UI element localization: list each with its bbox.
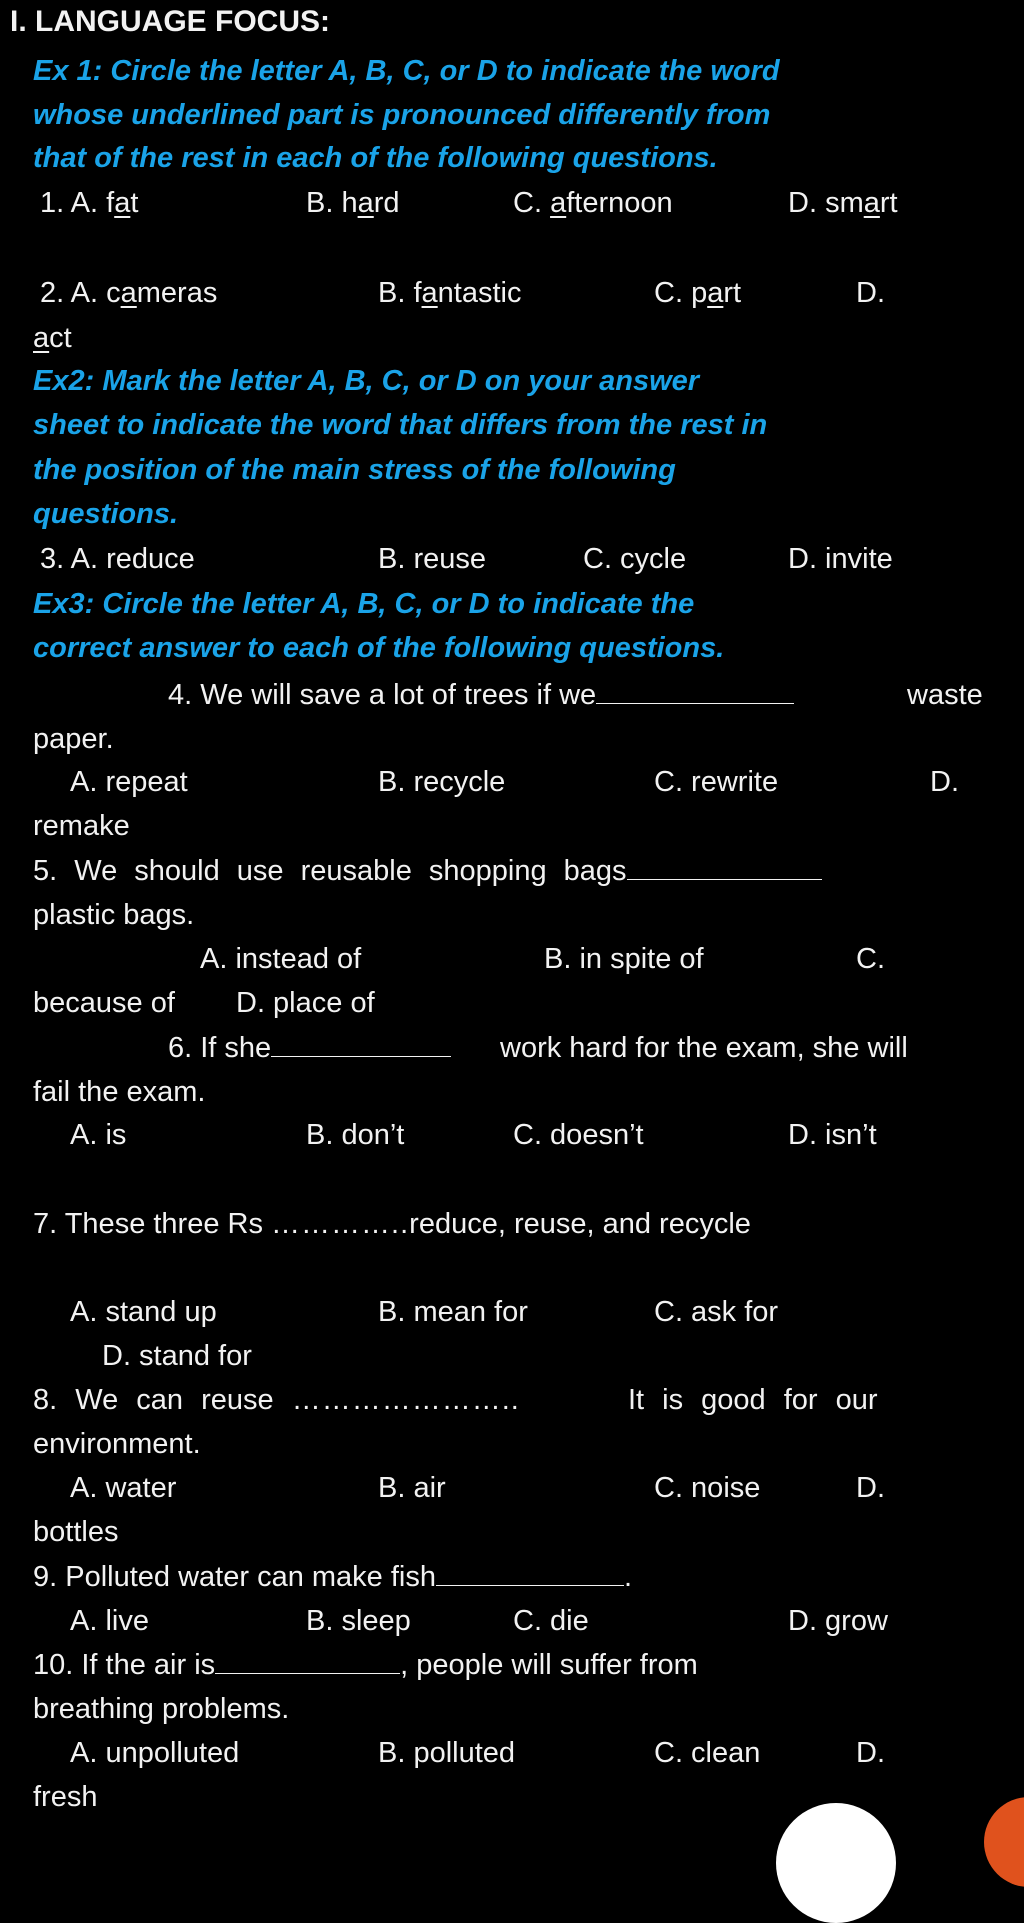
question-10-option-b[interactable]: B. polluted	[378, 1737, 516, 1769]
ex2-line-3: the position of the main stress of the following	[33, 454, 676, 486]
question-number: 3.	[40, 543, 65, 575]
question-4-stem-end: waste	[907, 679, 983, 711]
question-5-option-a[interactable]: A. instead of	[200, 943, 362, 975]
question-5-option-c-word[interactable]: because of	[33, 987, 175, 1019]
question-6-stem: 6. If she	[168, 1030, 451, 1066]
question-7-option-d[interactable]: D. stand for	[102, 1340, 252, 1372]
answer-blank[interactable]: …………..	[271, 1208, 410, 1240]
question-5-option-b[interactable]: B. in spite of	[544, 943, 704, 975]
question-2-option-a[interactable]: 2. A. cameras	[40, 277, 218, 309]
white-circle-decoration	[776, 1803, 896, 1923]
question-8-option-d-word[interactable]: bottles	[33, 1516, 119, 1548]
question-6-option-b[interactable]: B. don’t	[306, 1119, 405, 1151]
question-10-stem-cont: breathing problems.	[33, 1693, 290, 1725]
question-4-option-d-word[interactable]: remake	[33, 810, 130, 842]
question-8-option-a[interactable]: A. water	[70, 1472, 177, 1504]
question-3-option-d[interactable]: D. invite	[788, 543, 893, 575]
question-7-option-a[interactable]: A. stand up	[70, 1296, 217, 1328]
question-2-option-c[interactable]: C. part	[654, 277, 742, 309]
answer-blank[interactable]	[627, 853, 822, 880]
question-1-option-a[interactable]: 1. A. fat	[40, 187, 139, 219]
question-9-option-c[interactable]: C. die	[513, 1605, 589, 1637]
ex2-line-1: Ex2: Mark the letter A, B, C, or D on your answer	[33, 365, 700, 397]
question-5-option-d[interactable]: D. place of	[236, 987, 375, 1019]
question-2-option-d-word[interactable]: act	[33, 322, 72, 354]
question-5-stem-cont: plastic bags.	[33, 899, 195, 931]
question-8-stem-cont: environment.	[33, 1428, 201, 1460]
question-9-option-d[interactable]: D. grow	[788, 1605, 888, 1637]
question-4-stem-cont: paper.	[33, 723, 114, 755]
question-4-stem: 4. We will save a lot of trees if we	[168, 677, 794, 713]
question-7-option-c[interactable]: C. ask for	[654, 1296, 779, 1328]
ex3-line-1: Ex3: Circle the letter A, B, C, or D to indicate the	[33, 588, 695, 620]
answer-blank[interactable]: …………………..	[291, 1384, 520, 1416]
question-2-option-b[interactable]: B. fantastic	[378, 277, 522, 309]
question-6-stem-end: work hard for the exam, she will	[500, 1032, 908, 1064]
question-3-option-a[interactable]: 3. A. reduce	[40, 543, 195, 575]
question-6-option-c[interactable]: C. doesn’t	[513, 1119, 644, 1151]
question-10-option-d-word[interactable]: fresh	[33, 1781, 98, 1813]
orange-circle-button[interactable]	[984, 1797, 1024, 1887]
question-5-stem: 5. We should use reusable shopping bags	[33, 853, 822, 889]
question-7-stem: 7. These three Rs …………..reduce, reuse, and recycle	[33, 1208, 751, 1240]
question-4-option-b[interactable]: B. recycle	[378, 766, 506, 798]
question-6-option-a[interactable]: A. is	[70, 1119, 127, 1151]
question-5-option-c[interactable]: C.	[856, 943, 885, 975]
answer-blank[interactable]	[271, 1030, 451, 1057]
question-8-option-d[interactable]: D.	[856, 1472, 885, 1504]
question-10-stem: 10. If the air is , people will suffer from	[33, 1649, 698, 1681]
question-8-option-b[interactable]: B. air	[378, 1472, 446, 1504]
question-4-option-d[interactable]: D.	[930, 766, 959, 798]
question-number: 2.	[40, 277, 65, 309]
question-10-option-d[interactable]: D.	[856, 1737, 885, 1769]
ex1-line-1: Ex 1: Circle the letter A, B, C, or D to indicate the word	[33, 55, 780, 87]
question-4-option-c[interactable]: C. rewrite	[654, 766, 779, 798]
question-2-option-d[interactable]: D.	[856, 277, 885, 309]
answer-blank[interactable]	[215, 1647, 400, 1674]
question-9-option-a[interactable]: A. live	[70, 1605, 149, 1637]
question-1-option-b[interactable]: B. hard	[306, 187, 400, 219]
question-6-stem-cont: fail the exam.	[33, 1076, 206, 1108]
question-7-option-b[interactable]: B. mean for	[378, 1296, 528, 1328]
question-number: 1.	[40, 187, 65, 219]
question-10-option-a[interactable]: A. unpolluted	[70, 1737, 240, 1769]
question-8-stem-end: It is good for our	[628, 1384, 878, 1416]
ex1-line-3: that of the rest in each of the following questions.	[33, 142, 718, 174]
answer-blank[interactable]	[596, 677, 794, 704]
ex3-line-2: correct answer to each of the following questions.	[33, 632, 725, 664]
question-8-option-c[interactable]: C. noise	[654, 1472, 761, 1504]
question-9-stem: 9. Polluted water can make fish .	[33, 1561, 633, 1593]
answer-blank[interactable]	[436, 1559, 624, 1586]
question-10-option-c[interactable]: C. clean	[654, 1737, 761, 1769]
ex2-line-4: questions.	[33, 498, 179, 530]
question-1-option-c[interactable]: C. afternoon	[513, 187, 673, 219]
question-8-stem: 8. We can reuse …………………..	[33, 1384, 520, 1416]
question-6-option-d[interactable]: D. isn’t	[788, 1119, 877, 1151]
question-1-option-d[interactable]: D. smart	[788, 187, 898, 219]
question-3-option-c[interactable]: C. cycle	[583, 543, 687, 575]
question-9-option-b[interactable]: B. sleep	[306, 1605, 411, 1637]
ex1-line-2: whose underlined part is pronounced differently from	[33, 99, 771, 131]
section-title: I. LANGUAGE FOCUS:	[10, 5, 330, 38]
question-3-option-b[interactable]: B. reuse	[378, 543, 486, 575]
question-4-option-a[interactable]: A. repeat	[70, 766, 188, 798]
ex2-line-2: sheet to indicate the word that differs from the rest in	[33, 409, 768, 441]
